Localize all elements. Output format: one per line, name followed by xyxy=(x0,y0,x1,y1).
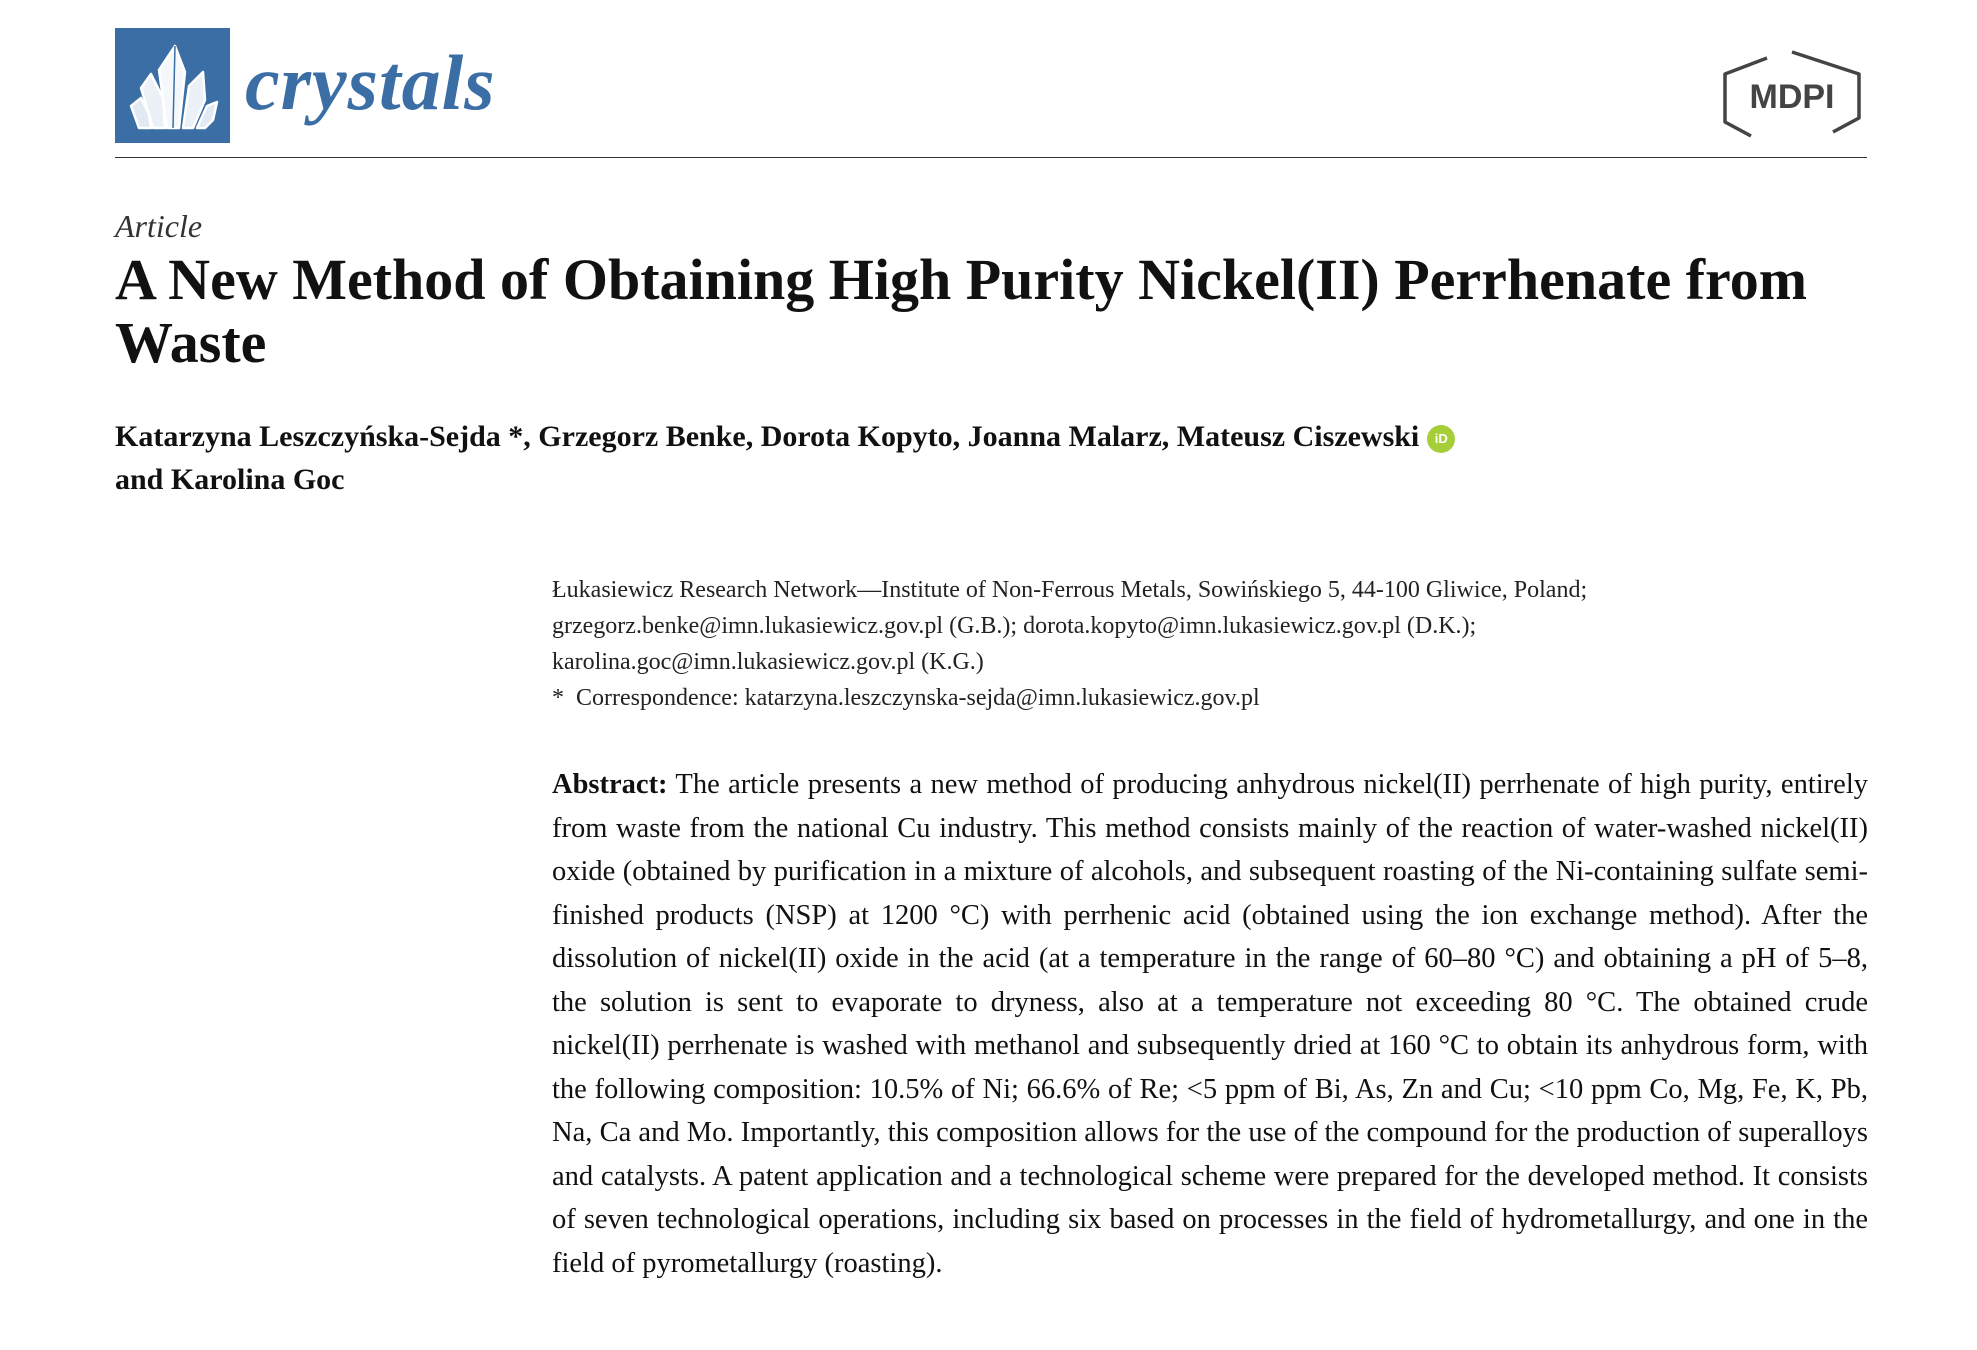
publisher-logo xyxy=(1717,48,1867,140)
abstract-text: The article presents a new method of producing anhydrous nickel(II) perrhenate of high purity, entirely from waste from the national Cu industry. This method consists mainly of the reaction of water-washed nickel(II) oxide (obtained by purification in a mixture of alcohols, and subsequent roasting of the Ni-containing sulfate semi-finished products (NSP) at 1200 °C) with perrhenic acid (obtained using the ion exchange method). After the dissolution of nickel(II) oxide in the acid (at a temperature in the range of 60–80 °C) and obtaining a pH of 5–8, the solution is sent to evaporate to dryness, also at a temperature not exceeding 80 °C. The obtained crude nickel(II) perrhenate is washed with methanol and subsequently dried at 160 °C to obtain its anhydrous form, with the following composition: 10.5% of Ni; 66.6% of Re; <5 ppm of Bi, As, Zn and Cu; <10 ppm Co, Mg, Fe, K, Pb, Na, Ca and Mo. Importantly, this composition allows for the use of the compound for the production of superalloys and catalysts. A patent application and a technological scheme were prepared for the developed method. It consists of seven technological operations, including six based on processes in the field of hydrometallurgy, and one in the field of pyrometallurgy (roasting). xyxy=(552,769,1868,1279)
orcid-icon[interactable]: iD xyxy=(1427,425,1455,453)
affiliation-block xyxy=(552,572,1872,716)
header-divider xyxy=(115,157,1867,158)
affiliation-line-2: grzegorz.benke@imn.lukasiewicz.gov.pl (G.B.); dorota.kopyto@imn.lukasiewicz.gov.pl (D.K.); xyxy=(552,613,1477,639)
correspondence-marker: * xyxy=(552,685,564,711)
authors-line-2: and Karolina Goc xyxy=(115,463,345,496)
correspondence xyxy=(552,680,1872,716)
crystal-cluster-icon xyxy=(115,28,230,143)
authors-line-1: Katarzyna Leszczyńska-Sejda *, Grzegorz Benke, Dorota Kopyto, Joanna Malarz, Mateusz Ciszewski xyxy=(115,420,1420,453)
journal-name: crystals xyxy=(245,39,496,126)
correspondence-text: Correspondence: katarzyna.leszczynska-sejda@imn.lukasiewicz.gov.pl xyxy=(576,685,1260,711)
article-title: A New Method of Obtaining High Purity Nickel(II) Perrhenate from Waste xyxy=(115,247,1808,375)
affiliation-line-1: Łukasiewicz Research Network—Institute of Non-Ferrous Metals, Sowińskiego 5, 44-100 Gliwice, Poland; xyxy=(552,577,1588,603)
affiliation-line-3: karolina.goc@imn.lukasiewicz.gov.pl (K.G.) xyxy=(552,649,984,675)
publisher-name: MDPI xyxy=(1749,78,1835,116)
abstract-label: Abstract: xyxy=(552,769,668,800)
author-list xyxy=(115,415,1715,501)
journal-header xyxy=(115,28,1867,158)
abstract xyxy=(552,763,1868,1285)
article-type: Article xyxy=(115,208,203,244)
